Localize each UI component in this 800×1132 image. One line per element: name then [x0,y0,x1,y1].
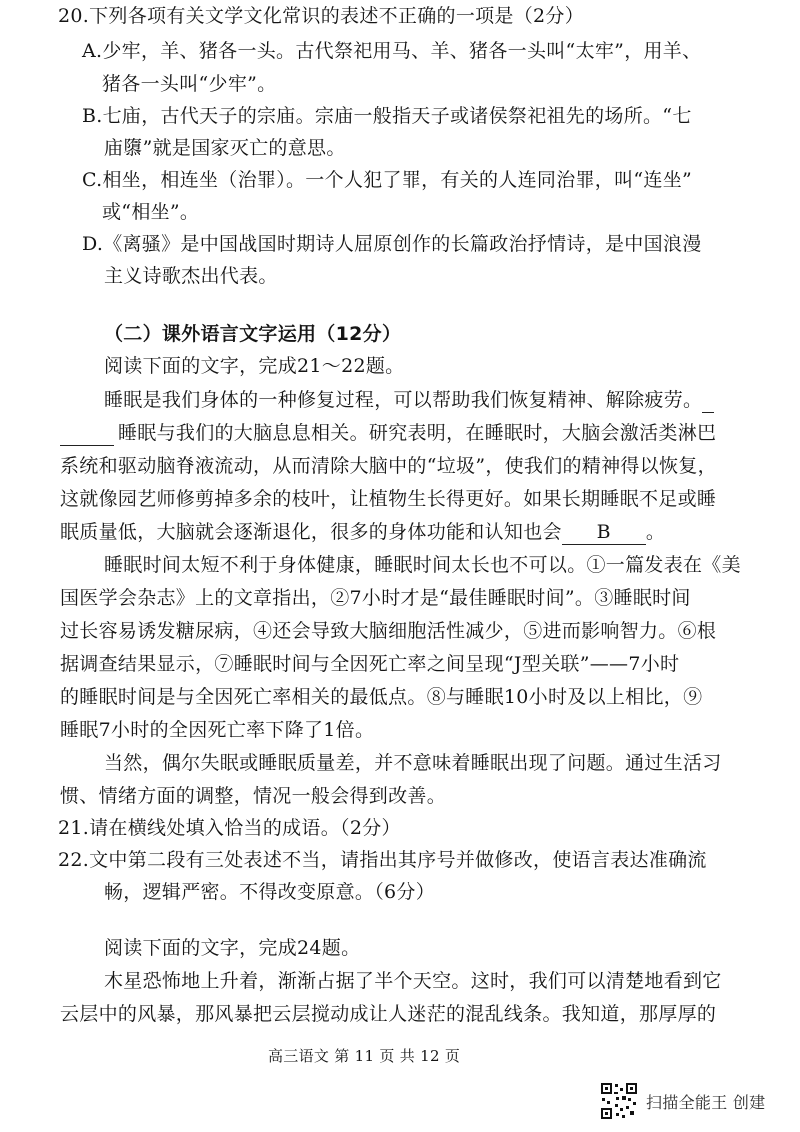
page-footer: 高三语文 第 11 页 共 12 页 [268,1047,461,1065]
q20-option-a-line1: A.少牢，羊、猪各一头。古代祭祀用马、羊、猪各一头叫“太牢”，用羊、 [82,40,702,62]
q21-prompt: 21.请在横线处填入恰当的成语。（2分） [58,817,401,839]
passage-p2-line1: 睡眠时间太短不利于身体健康，睡眠时间太长也不可以。①一篇发表在《美 [104,554,741,576]
q20-option-b-line2: 庙隳”就是国家灭亡的意思。 [104,137,346,159]
blank-b: B [562,520,646,545]
q20-stem: 20.下列各项有关文学文化常识的表述不正确的一项是（2分） [58,5,585,27]
passage-p2-line3: 过长容易诱发糖尿病，④还会导致大脑细胞活性减少，⑤进而影响智力。⑥根 [60,620,717,642]
passage3-line2: 云层中的风暴，那风暴把云层搅动成让人迷茫的混乱线条。我知道，那厚厚的 [60,1003,717,1025]
passage-p1-line2-text: 睡眠与我们的大脑息息相关。研究表明，在睡眠时，大脑会激活类淋巴 [118,422,717,444]
section2-intro: 阅读下面的文字，完成21～22题。 [104,355,405,377]
passage-p1-end: 。 [645,521,666,543]
passage-p2-line6: 睡眠7小时的全因死亡率下降了1倍。 [60,719,375,741]
q20-option-d-line1: D.《离骚》是中国战国时期诗人屈原创作的长篇政治抒情诗，是中国浪漫 [82,233,702,255]
passage-p1-line4: 这就像园艺师修剪掉多余的枝叶，让植物生长得更好。如果长期睡眠不足或睡 [60,488,717,510]
q22-prompt-line2: 畅，逻辑严密。不得改变原意。（6分） [104,881,435,903]
passage-p1-line3: 系统和驱动脑脊液流动，从而清除大脑中的“垃圾”，使我们的精神得以恢复， [60,455,717,477]
section2-heading: （二）课外语言文字运用（12分） [104,323,402,345]
passage-p3-line1: 当然，偶尔失眠或睡眠质量差，并不意味着睡眠出现了问题。通过生活习 [104,752,722,774]
q20-option-d-line2: 主义诗歌杰出代表。 [104,265,278,287]
q20-option-b-line1: B.七庙，古代天子的宗庙。宗庙一般指天子或诸侯祭祀祖先的场所。“七 [82,105,692,127]
passage-p3-line2: 惯、情绪方面的调整，情况一般会得到改善。 [60,785,447,807]
q20-option-a-line2: 猪各一头叫“少牢”。 [102,73,277,95]
idiom-blank-end [60,421,114,446]
idiom-blank-start [702,388,714,413]
q22-prompt-line1: 22.文中第二段有三处表述不当，请指出其序号并做修改，使语言表达准确流 [58,849,707,871]
q20-option-c-line1: C.相坐，相连坐（治罪）。一个人犯了罪，有关的人连同治罪，叫“连坐” [82,169,693,191]
passage-p1-line5-text: 眠质量低，大脑就会逐渐退化，很多的身体功能和认知也会 [60,521,562,543]
passage-p2-line4: 据调查结果显示，⑦睡眠时间与全因死亡率之间呈现“J型关联”——7小时 [60,653,680,675]
q20-option-c-line2: 或“相坐”。 [102,201,200,223]
passage3-line1: 木星恐怖地上升着，渐渐占据了半个天空。这时，我们可以清楚地看到它 [104,970,722,992]
passage-p2-line5: 的睡眠时间是与全因死亡率相关的最低点。⑧与睡眠10小时及以上相比，⑨ [60,686,703,708]
scanner-watermark: 扫描全能王 创建 [646,1093,766,1112]
passage-p2-line2: 国医学会杂志》上的文章指出，②7小时才是“最佳睡眠时间”。③睡眠时间 [60,587,691,609]
passage-p1-line1-text: 睡眠是我们身体的一种修复过程，可以帮助我们恢复精神、解除疲劳。 [104,389,703,411]
passage-p1-line1 [104,388,714,413]
section3-intro: 阅读下面的文字，完成24题。 [104,937,361,959]
passage-p1-line5 [60,520,665,545]
passage-p1-line2 [60,421,716,446]
qr-code-icon [600,1082,638,1120]
